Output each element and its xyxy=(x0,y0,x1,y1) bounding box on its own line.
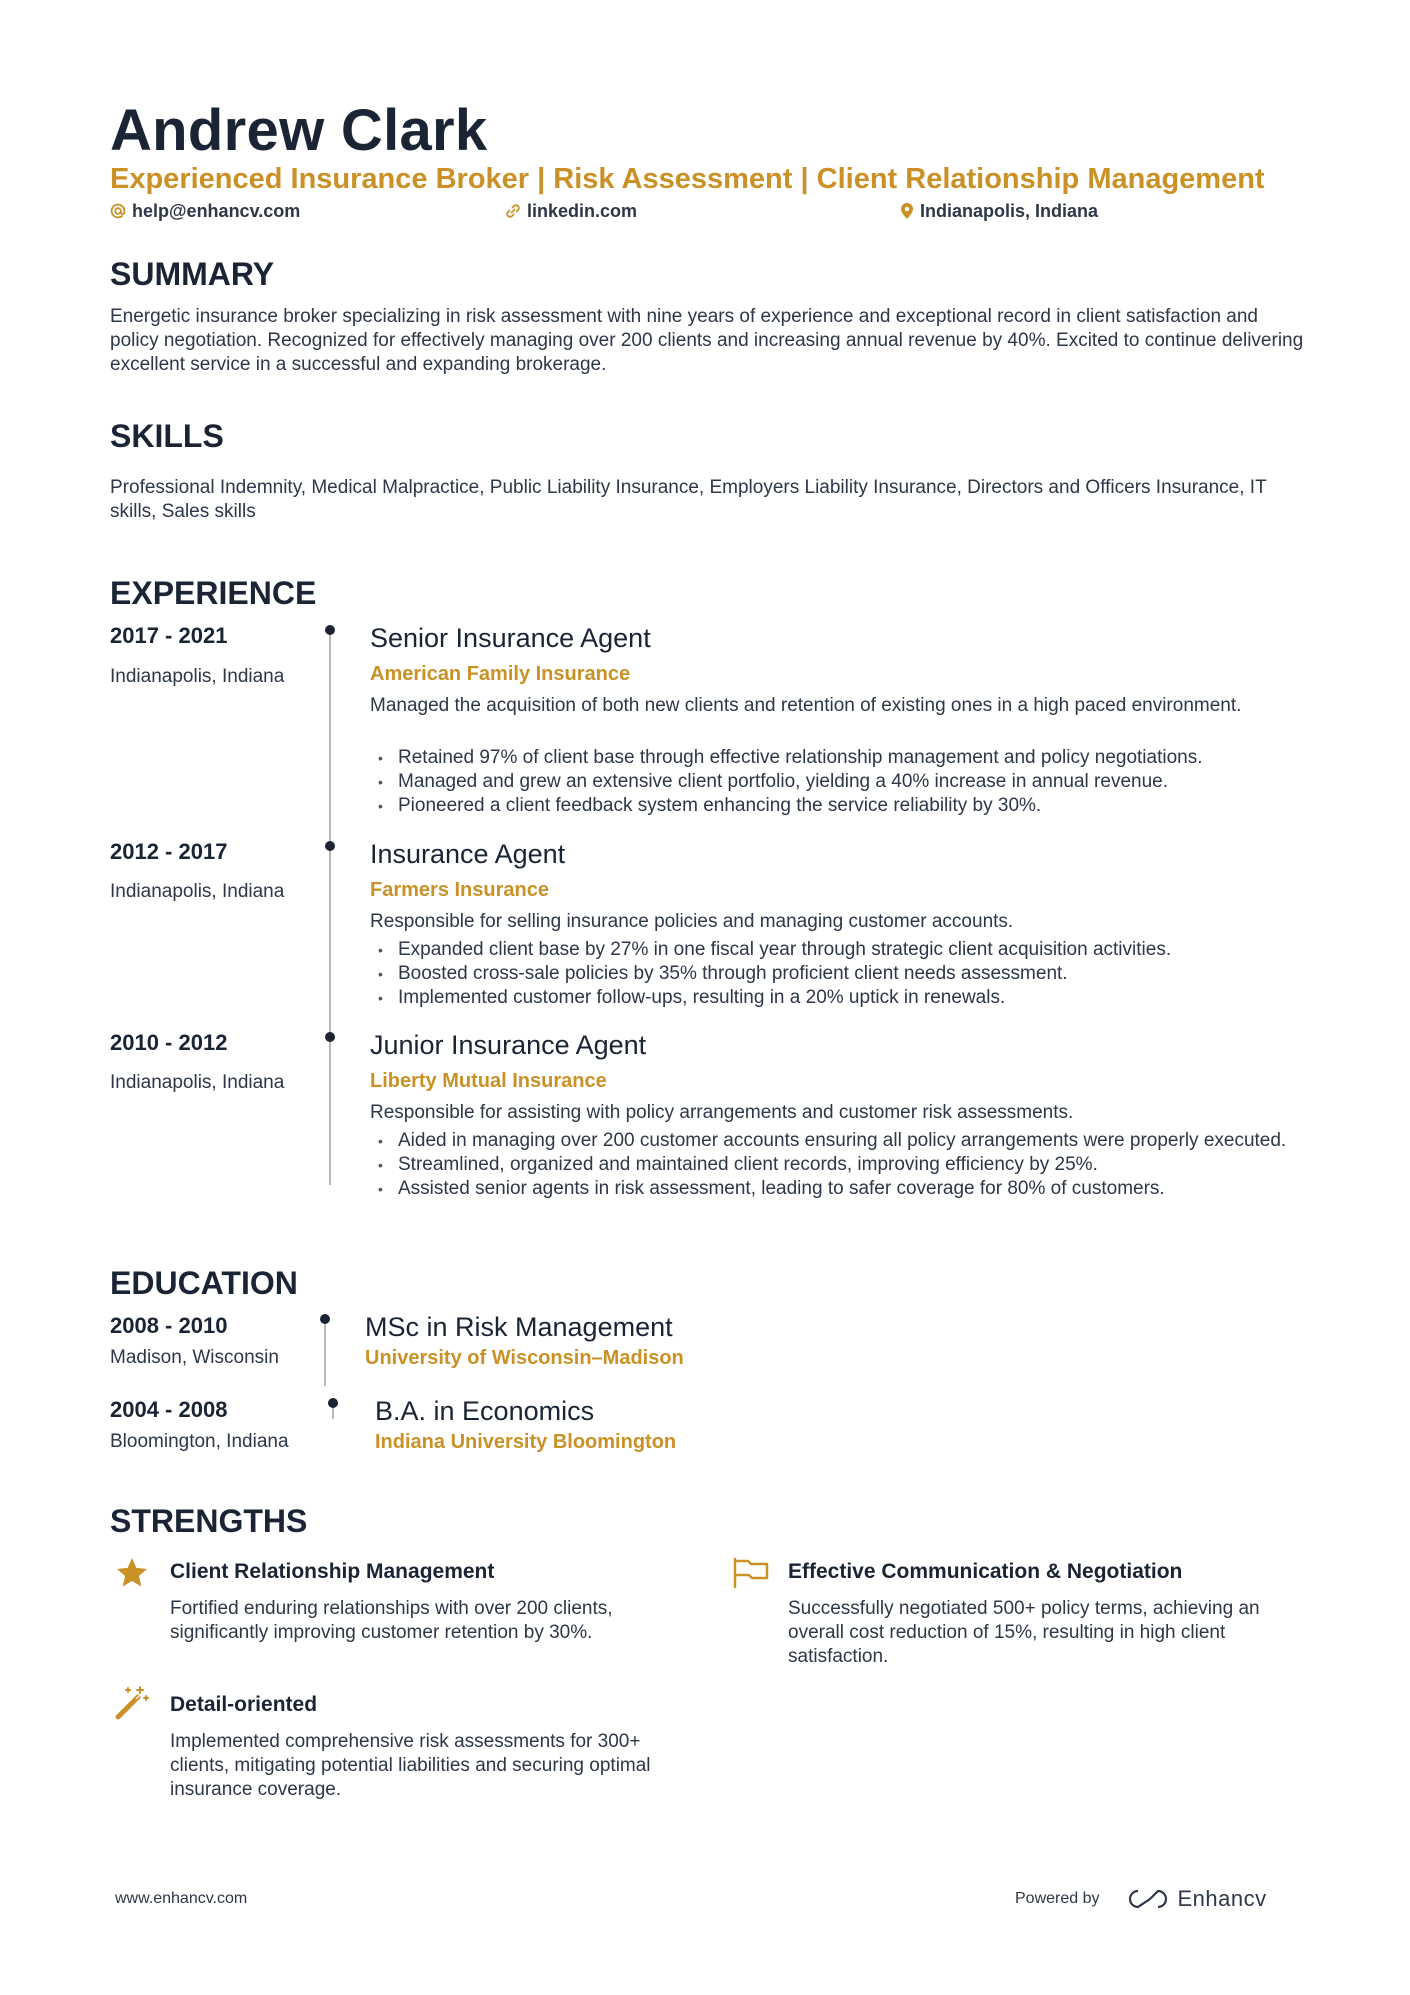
list-item: • Aided in managing over 200 customer accounts ensuring all policy arrangements were properly executed. xyxy=(370,1129,1310,1153)
strength-title: Client Relationship Management xyxy=(170,1560,495,1583)
powered-by-label: Powered by xyxy=(1015,1890,1100,1907)
job-bullets xyxy=(370,746,1310,818)
timeline-dot xyxy=(325,841,335,851)
strength-description: Fortified enduring relationships with over 200 clients, significantly improving customer retention by 30%. xyxy=(170,1598,613,1643)
timeline-dot xyxy=(325,1032,335,1042)
degree-title: B.A. in Economics xyxy=(375,1396,595,1426)
enhancv-logo-icon xyxy=(1126,1887,1170,1911)
headline: Experienced Insurance Broker | Risk Assessment | Client Relationship Management xyxy=(110,163,1265,195)
link-icon xyxy=(505,203,521,219)
job-title: Insurance Agent xyxy=(370,839,566,869)
job-description: Responsible for assisting with policy arrangements and customer risk assessments. xyxy=(370,1102,1074,1123)
list-item: • Boosted cross-sale policies by 35% through proficient client needs assessment. xyxy=(370,962,1310,986)
education-dates: 2004 - 2008 xyxy=(110,1397,228,1422)
brand-name: Enhancv xyxy=(1177,1886,1267,1911)
candidate-name: Andrew Clark xyxy=(110,98,488,163)
job-dates: 2012 - 2017 xyxy=(110,839,228,864)
linkedin-text: linkedin.com xyxy=(527,201,638,221)
education-dates: 2008 - 2010 xyxy=(110,1313,228,1338)
strengths-title: STRENGTHS xyxy=(110,1503,308,1539)
job-dates: 2010 - 2012 xyxy=(110,1030,228,1055)
contact-linkedin[interactable] xyxy=(505,200,637,222)
map-pin-icon xyxy=(900,202,914,220)
education-location: Bloomington, Indiana xyxy=(110,1431,289,1452)
job-description: Managed the acquisition of both new clients and retention of existing ones in a high paced environment. xyxy=(370,695,1242,716)
school-name: Indiana University Bloomington xyxy=(375,1431,677,1453)
job-description: Responsible for selling insurance policies and managing customer accounts. xyxy=(370,911,1014,932)
list-item: • Implemented customer follow-ups, resulting in a 20% uptick in renewals. xyxy=(370,986,1310,1010)
education-title: EDUCATION xyxy=(110,1265,298,1301)
strength-description: Successfully negotiated 500+ policy terms, achieving an overall cost reduction of 15%, resulting in high client satisfaction. xyxy=(788,1598,1260,1667)
list-item: • Streamlined, organized and maintained client records, improving efficiency by 25%. xyxy=(370,1153,1310,1177)
contact-email[interactable] xyxy=(110,200,300,222)
list-item: • Expanded client base by 27% in one fiscal year through strategic client acquisition activities. xyxy=(370,938,1310,962)
company-name: Liberty Mutual Insurance xyxy=(370,1070,607,1092)
degree-title: MSc in Risk Management xyxy=(365,1312,673,1342)
job-location: Indianapolis, Indiana xyxy=(110,881,285,902)
skills-title: SKILLS xyxy=(110,418,224,454)
company-name: Farmers Insurance xyxy=(370,879,549,901)
at-icon xyxy=(110,203,126,219)
education-location: Madison, Wisconsin xyxy=(110,1347,279,1368)
job-bullets xyxy=(370,938,1310,1010)
star-icon xyxy=(114,1555,150,1591)
email-text: help@enhancv.com xyxy=(132,201,301,221)
summary-title: SUMMARY xyxy=(110,256,275,292)
skills-text: Professional Indemnity, Medical Malpractice, Public Liability Insurance, Employers Liability Insurance, Directors and Officers Insurance, IT skills, Sales skills xyxy=(110,477,1267,522)
school-name: University of Wisconsin–Madison xyxy=(365,1347,684,1369)
flag-icon xyxy=(732,1557,770,1589)
list-item: • Retained 97% of client base through effective relationship management and policy negotiations. xyxy=(370,746,1310,770)
job-title: Senior Insurance Agent xyxy=(370,623,651,653)
strength-title: Detail-oriented xyxy=(170,1693,318,1716)
magic-wand-icon xyxy=(114,1685,150,1721)
list-item: • Assisted senior agents in risk assessment, leading to safer coverage for 80% of customers. xyxy=(370,1177,1310,1201)
job-bullets xyxy=(370,1129,1310,1201)
timeline-dot xyxy=(325,625,335,635)
company-name: American Family Insurance xyxy=(370,663,631,685)
job-location: Indianapolis, Indiana xyxy=(110,1072,285,1093)
contact-location xyxy=(900,200,1098,222)
experience-title: EXPERIENCE xyxy=(110,575,317,611)
footer-website[interactable]: www.enhancv.com xyxy=(115,1890,248,1907)
timeline-dot xyxy=(320,1314,330,1324)
strength-title: Effective Communication & Negotiation xyxy=(788,1560,1183,1583)
job-title: Junior Insurance Agent xyxy=(370,1030,647,1060)
strength-description: Implemented comprehensive risk assessments for 300+ clients, mitigating potential liabilities and securing optimal insurance coverage. xyxy=(170,1731,651,1800)
job-dates: 2017 - 2021 xyxy=(110,623,228,648)
list-item: • Pioneered a client feedback system enhancing the service reliability by 30%. xyxy=(370,794,1310,818)
summary-text: Energetic insurance broker specializing in risk assessment with nine years of experience and exceptional record in client satisfaction and policy negotiation. Recognized for effectively managing over 200 clients and increasing annual revenue by 40%. Excited to continue delivering excellent service in a successful and expanding brokerage. xyxy=(110,306,1304,375)
list-item: • Managed and grew an extensive client portfolio, yielding a 40% increase in annual revenue. xyxy=(370,770,1310,794)
location-text: Indianapolis, Indiana xyxy=(920,201,1099,221)
education-timeline xyxy=(324,1318,326,1386)
experience-timeline xyxy=(329,630,331,1185)
job-location: Indianapolis, Indiana xyxy=(110,666,285,687)
footer-branding[interactable] xyxy=(1015,1886,1267,1912)
timeline-dot xyxy=(328,1398,338,1408)
